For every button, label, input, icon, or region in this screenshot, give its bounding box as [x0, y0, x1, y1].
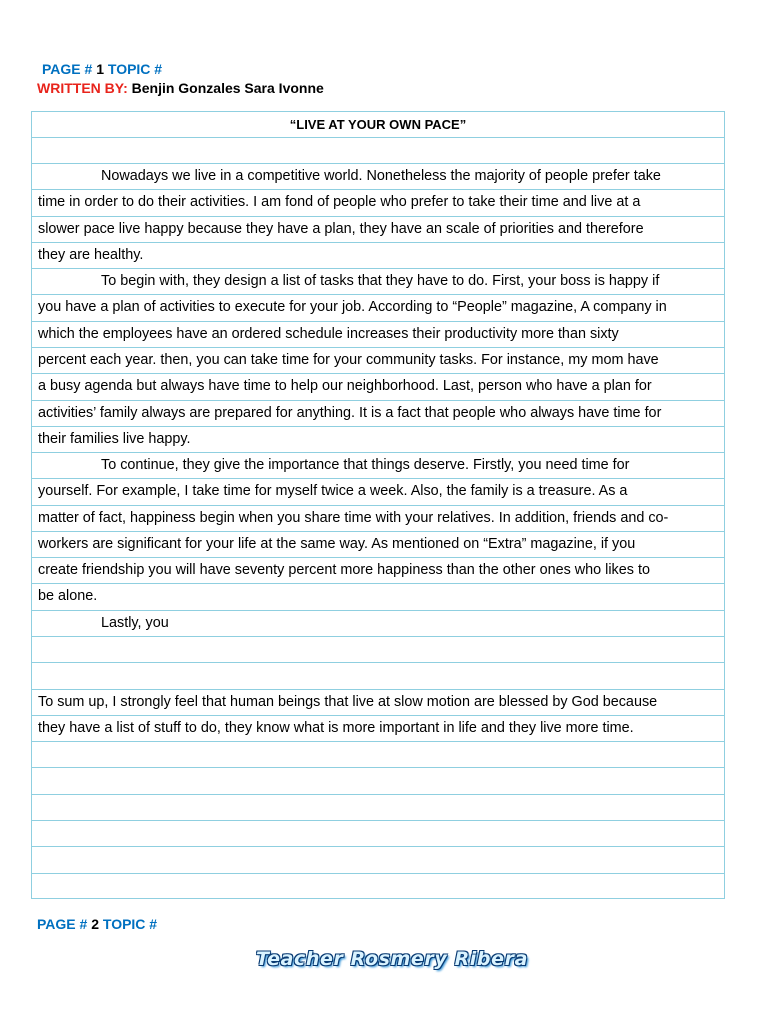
essay-title: “LIVE AT YOUR OWN PACE”: [289, 117, 467, 132]
ruled-line: [32, 347, 724, 373]
ruled-line: [32, 846, 724, 872]
teacher-logo: [256, 948, 528, 970]
ruled-line: [32, 794, 724, 820]
ruled-line: [32, 400, 724, 426]
topic-label: TOPIC #: [107, 61, 163, 77]
ruled-line: [32, 531, 724, 557]
essay-line: workers are significant for your life at the same way. As mentioned on “Extra” magazine, if you: [38, 535, 636, 552]
essay-line: matter of fact, happiness begin when you share time with your relatives. In addition, friends and co-: [38, 509, 669, 526]
ruled-line: [32, 321, 724, 347]
essay-line: To begin with, they design a list of tasks that they have to do. First, your boss is happy if: [101, 273, 660, 290]
lined-writing-sheet: [31, 111, 725, 899]
essay-line: they have a list of stuff to do, they know what is more important in life and they live more time.: [38, 719, 634, 736]
ruled-line: [32, 242, 724, 268]
essay-line: activities’ family always are prepared for anything. It is a fact that people who always have time for: [38, 404, 662, 421]
authors: Benjin Gonzales Sara Ivonne: [131, 80, 324, 96]
essay-line: To continue, they give the importance that things deserve. Firstly, you need time for: [101, 457, 630, 474]
ruled-line: [32, 478, 724, 504]
ruled-line: [32, 636, 724, 662]
ruled-line: [32, 505, 724, 531]
page-topic-line: [42, 61, 162, 77]
essay-line: you have a plan of activities to execute for your job. According to “People” magazine, A company in: [38, 299, 667, 316]
page-2-topic-line: [37, 916, 157, 932]
essay-line: Lastly, you: [101, 614, 169, 631]
ruled-line: [32, 294, 724, 320]
page-number: 1: [96, 61, 104, 77]
written-by-line: [37, 80, 324, 96]
essay-line: a busy agenda but always have time to help our neighborhood. Last, person who have a plan for: [38, 378, 652, 395]
ruled-line: [32, 163, 724, 189]
essay-line: slower pace live happy because they have a plan, they have an scale of priorities and therefore: [38, 220, 644, 237]
ruled-line: [32, 452, 724, 478]
essay-line: To sum up, I strongly feel that human beings that live at slow motion are blessed by God because: [38, 693, 658, 710]
essay-line: they are healthy.: [38, 246, 144, 263]
ruled-line: [32, 610, 724, 636]
essay-line: time in order to do their activities. I am fond of people who prefer to take their time and live at a: [38, 194, 641, 211]
ruled-line: [32, 767, 724, 793]
essay-line: which the employees have an ordered schedule increases their productivity more than sixty: [38, 325, 619, 342]
page-label: PAGE #: [42, 61, 93, 77]
page-2-label: PAGE #: [37, 916, 88, 932]
essay-line: create friendship you will have seventy percent more happiness than the other ones who likes to: [38, 562, 650, 579]
ruled-line: [32, 189, 724, 215]
ruled-line: [32, 662, 724, 688]
ruled-line: [32, 583, 724, 609]
essay-line: Nowadays we live in a competitive world. Nonetheless the majority of people prefer take: [101, 168, 661, 184]
ruled-line: [32, 689, 724, 715]
ruled-line: [32, 137, 724, 163]
written-by-label: WRITTEN BY:: [37, 80, 128, 96]
ruled-line: [32, 715, 724, 741]
ruled-line: [32, 873, 724, 899]
ruled-line: [32, 426, 724, 452]
page-2-number: 2: [91, 916, 99, 932]
page-2-topic-label: TOPIC #: [102, 916, 158, 932]
ruled-line: [32, 373, 724, 399]
ruled-line: [32, 741, 724, 767]
essay-line: their families live happy.: [38, 430, 191, 447]
essay-line: percent each year. then, you can take time for your community tasks. For instance, my mom have: [38, 351, 659, 368]
ruled-line: [32, 820, 724, 846]
teacher-logo-text: Teacher Rosmery Ribera: [256, 948, 529, 970]
ruled-line: [32, 557, 724, 583]
essay-line: yourself. For example, I take time for myself twice a week. Also, the family is a treasure. As a: [38, 483, 628, 500]
title-row: [32, 111, 724, 137]
essay-line: be alone.: [38, 588, 98, 605]
ruled-line: [32, 268, 724, 294]
ruled-line: [32, 216, 724, 242]
